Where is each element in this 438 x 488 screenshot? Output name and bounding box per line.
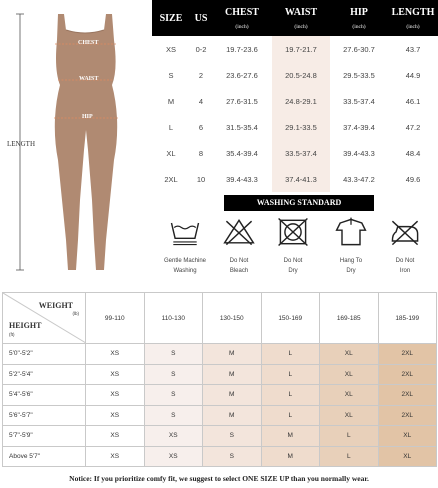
fit-row bbox=[3, 426, 437, 447]
fit-size-cell: XS bbox=[144, 446, 203, 467]
fit-row bbox=[3, 344, 437, 365]
size-cell: 48.4 bbox=[405, 148, 421, 158]
fit-row bbox=[3, 446, 437, 467]
size-table-header bbox=[152, 0, 438, 36]
size-col-header bbox=[330, 0, 388, 36]
size-row bbox=[152, 36, 438, 62]
washing-label-line: Do Not bbox=[229, 258, 249, 264]
fit-size-cell: L bbox=[320, 426, 379, 447]
size-cell: 47.2 bbox=[405, 122, 421, 132]
fit-size-cell: L bbox=[261, 385, 320, 406]
no-dry-icon bbox=[265, 214, 321, 250]
size-cell: 24.8-29.1 bbox=[272, 88, 330, 114]
fit-size-cell: S bbox=[144, 385, 203, 406]
fit-size-cell: M bbox=[203, 405, 262, 426]
weight-col-header: 99-110 bbox=[86, 293, 145, 344]
size-cell: 0-2 bbox=[195, 44, 207, 54]
washing-label-line: Do Not bbox=[283, 258, 303, 264]
size-cell: 8 bbox=[198, 148, 204, 158]
size-cell: 2 bbox=[198, 70, 204, 80]
weight-label: WEIGHT bbox=[38, 301, 73, 310]
washing-label bbox=[377, 256, 433, 276]
fit-size-cell: 2XL bbox=[378, 364, 437, 385]
washing-label bbox=[157, 256, 213, 276]
size-col-label: HIP bbox=[350, 6, 368, 18]
weight-col-header: 130-150 bbox=[203, 293, 262, 344]
fit-row bbox=[3, 405, 437, 426]
fit-size-cell: XL bbox=[320, 385, 379, 406]
weight-col-header: 169-185 bbox=[320, 293, 379, 344]
size-col-header bbox=[152, 0, 190, 36]
washing-label-line: Iron bbox=[399, 268, 411, 274]
size-row bbox=[152, 166, 438, 192]
size-table bbox=[152, 0, 438, 192]
size-cell: XS bbox=[165, 44, 176, 54]
weight-col-header: 150-169 bbox=[261, 293, 320, 344]
no-bleach-icon bbox=[211, 214, 267, 250]
size-cell: 6 bbox=[198, 122, 204, 132]
size-col-label: WAIST bbox=[284, 6, 318, 18]
fit-size-cell: S bbox=[144, 364, 203, 385]
fit-size-cell: XS bbox=[86, 385, 145, 406]
fit-size-cell: XL bbox=[378, 426, 437, 447]
size-cell: 44.9 bbox=[405, 70, 421, 80]
washing-item bbox=[265, 214, 321, 276]
washing-label-line: Dry bbox=[288, 268, 298, 274]
fit-size-cell: XL bbox=[320, 344, 379, 365]
washing-label-line: Do Not bbox=[395, 258, 415, 264]
fit-size-cell: XS bbox=[86, 446, 145, 467]
size-cell: 19.7-23.6 bbox=[226, 44, 258, 54]
fit-size-cell: XL bbox=[378, 446, 437, 467]
size-cell: XL bbox=[166, 148, 176, 158]
washing-title: WASHING STANDARD bbox=[224, 195, 374, 211]
fit-header-row bbox=[3, 293, 437, 344]
fit-size-cell: M bbox=[261, 446, 320, 467]
height-cell: Above 5'7" bbox=[3, 446, 86, 467]
gentle-wash-icon bbox=[157, 214, 213, 250]
size-row bbox=[152, 88, 438, 114]
size-cell: 4 bbox=[198, 96, 204, 106]
fit-size-cell: S bbox=[144, 344, 203, 365]
size-cell: 33.5-37.4 bbox=[272, 140, 330, 166]
fit-size-cell: L bbox=[261, 364, 320, 385]
fit-size-cell: 2XL bbox=[378, 385, 437, 406]
height-unit: (ft) bbox=[9, 332, 15, 337]
size-cell: 23.6-27.6 bbox=[226, 70, 258, 80]
size-col-unit: (inch) bbox=[294, 23, 308, 30]
size-cell: 43.7 bbox=[405, 44, 421, 54]
fit-size-cell: L bbox=[261, 344, 320, 365]
fit-size-cell: 2XL bbox=[378, 344, 437, 365]
fit-table bbox=[2, 292, 437, 467]
size-cell: 10 bbox=[196, 174, 206, 184]
size-cell: L bbox=[168, 122, 174, 132]
size-row bbox=[152, 62, 438, 88]
fit-size-cell: XS bbox=[144, 426, 203, 447]
size-col-label: SIZE bbox=[159, 12, 183, 24]
fit-size-cell: XS bbox=[86, 344, 145, 365]
hip-label: HIP bbox=[82, 114, 93, 120]
washing-item bbox=[323, 214, 379, 276]
fit-size-cell: M bbox=[203, 344, 262, 365]
washing-label-line: Washing bbox=[173, 268, 197, 274]
height-cell: 5'6"-5'7" bbox=[3, 405, 86, 426]
fit-size-cell: XS bbox=[86, 426, 145, 447]
fit-size-cell: L bbox=[320, 446, 379, 467]
height-cell: 5'0"-5'2" bbox=[3, 344, 86, 365]
height-cell: 5'2"-5'4" bbox=[3, 364, 86, 385]
size-col-header bbox=[272, 0, 330, 36]
fit-row bbox=[3, 364, 437, 385]
fit-corner bbox=[3, 293, 86, 344]
size-cell: 29.1-33.5 bbox=[272, 114, 330, 140]
length-label: LENGTH bbox=[7, 140, 35, 148]
size-cell: 29.5-33.5 bbox=[343, 70, 375, 80]
no-iron-icon bbox=[377, 214, 433, 250]
fit-size-cell: S bbox=[203, 446, 262, 467]
fit-size-cell: XL bbox=[320, 364, 379, 385]
size-cell: 35.4-39.4 bbox=[226, 148, 258, 158]
size-cell: 27.6-30.7 bbox=[343, 44, 375, 54]
fit-size-cell: XS bbox=[86, 405, 145, 426]
fit-size-cell: M bbox=[203, 385, 262, 406]
washing-item bbox=[377, 214, 433, 276]
washing-label-line: Gentle Machine bbox=[163, 258, 207, 264]
washing-label bbox=[211, 256, 267, 276]
fit-size-cell: L bbox=[261, 405, 320, 426]
size-col-header bbox=[388, 0, 438, 36]
fit-row bbox=[3, 385, 437, 406]
washing-label-line: Hang To bbox=[339, 258, 363, 264]
size-col-label: CHEST bbox=[225, 6, 259, 18]
fit-size-cell: 2XL bbox=[378, 405, 437, 426]
height-cell: 5'4"-5'6" bbox=[3, 385, 86, 406]
size-cell: 37.4-41.3 bbox=[272, 166, 330, 192]
fit-size-cell: S bbox=[203, 426, 262, 447]
size-cell: 49.6 bbox=[405, 174, 421, 184]
chest-label: CHEST bbox=[78, 40, 99, 46]
washing-item bbox=[211, 214, 267, 276]
size-cell: 31.5-35.4 bbox=[226, 122, 258, 132]
size-row bbox=[152, 114, 438, 140]
hang-dry-icon bbox=[323, 214, 379, 250]
size-cell: 46.1 bbox=[405, 96, 421, 106]
size-cell: 43.3-47.2 bbox=[343, 174, 375, 184]
weight-col-header: 110-130 bbox=[144, 293, 203, 344]
height-label: HEIGHT bbox=[9, 321, 42, 330]
size-col-unit: (inch) bbox=[352, 23, 366, 30]
waist-label: WAIST bbox=[79, 76, 99, 82]
size-col-label: LENGTH bbox=[391, 6, 435, 18]
size-row bbox=[152, 140, 438, 166]
size-col-unit: (inch) bbox=[406, 23, 420, 30]
size-cell: 19.7-21.7 bbox=[272, 36, 330, 62]
fit-size-cell: XL bbox=[320, 405, 379, 426]
size-cell: 33.5-37.4 bbox=[343, 96, 375, 106]
size-cell: 20.5-24.8 bbox=[272, 62, 330, 88]
size-cell: 39.4-43.3 bbox=[226, 174, 258, 184]
weight-col-header: 185-199 bbox=[378, 293, 437, 344]
height-cell: 5'7"-5'9" bbox=[3, 426, 86, 447]
washing-label bbox=[323, 256, 379, 276]
fit-notice: Notice: If you prioritize comfy fit, we suggest to select ONE SIZE UP than you normally wear. bbox=[69, 474, 369, 483]
size-cell: 39.4-43.3 bbox=[343, 148, 375, 158]
washing-label-line: Bleach bbox=[229, 268, 249, 274]
size-cell: M bbox=[167, 96, 175, 106]
size-cell: 2XL bbox=[164, 174, 178, 184]
size-col-header bbox=[190, 0, 212, 36]
washing-label-line: Dry bbox=[346, 268, 356, 274]
washing-item bbox=[157, 214, 213, 276]
size-cell: S bbox=[168, 70, 174, 80]
fit-size-cell: S bbox=[144, 405, 203, 426]
size-col-label: US bbox=[194, 12, 208, 24]
size-col-unit: (inch) bbox=[235, 23, 249, 30]
fit-size-cell: M bbox=[203, 364, 262, 385]
size-cell: 37.4-39.4 bbox=[343, 122, 375, 132]
size-col-header bbox=[212, 0, 272, 36]
fit-size-cell: M bbox=[261, 426, 320, 447]
weight-unit: (lb) bbox=[72, 311, 79, 316]
size-cell: 27.6-31.5 bbox=[226, 96, 258, 106]
washing-label bbox=[265, 256, 321, 276]
fit-size-cell: XS bbox=[86, 364, 145, 385]
